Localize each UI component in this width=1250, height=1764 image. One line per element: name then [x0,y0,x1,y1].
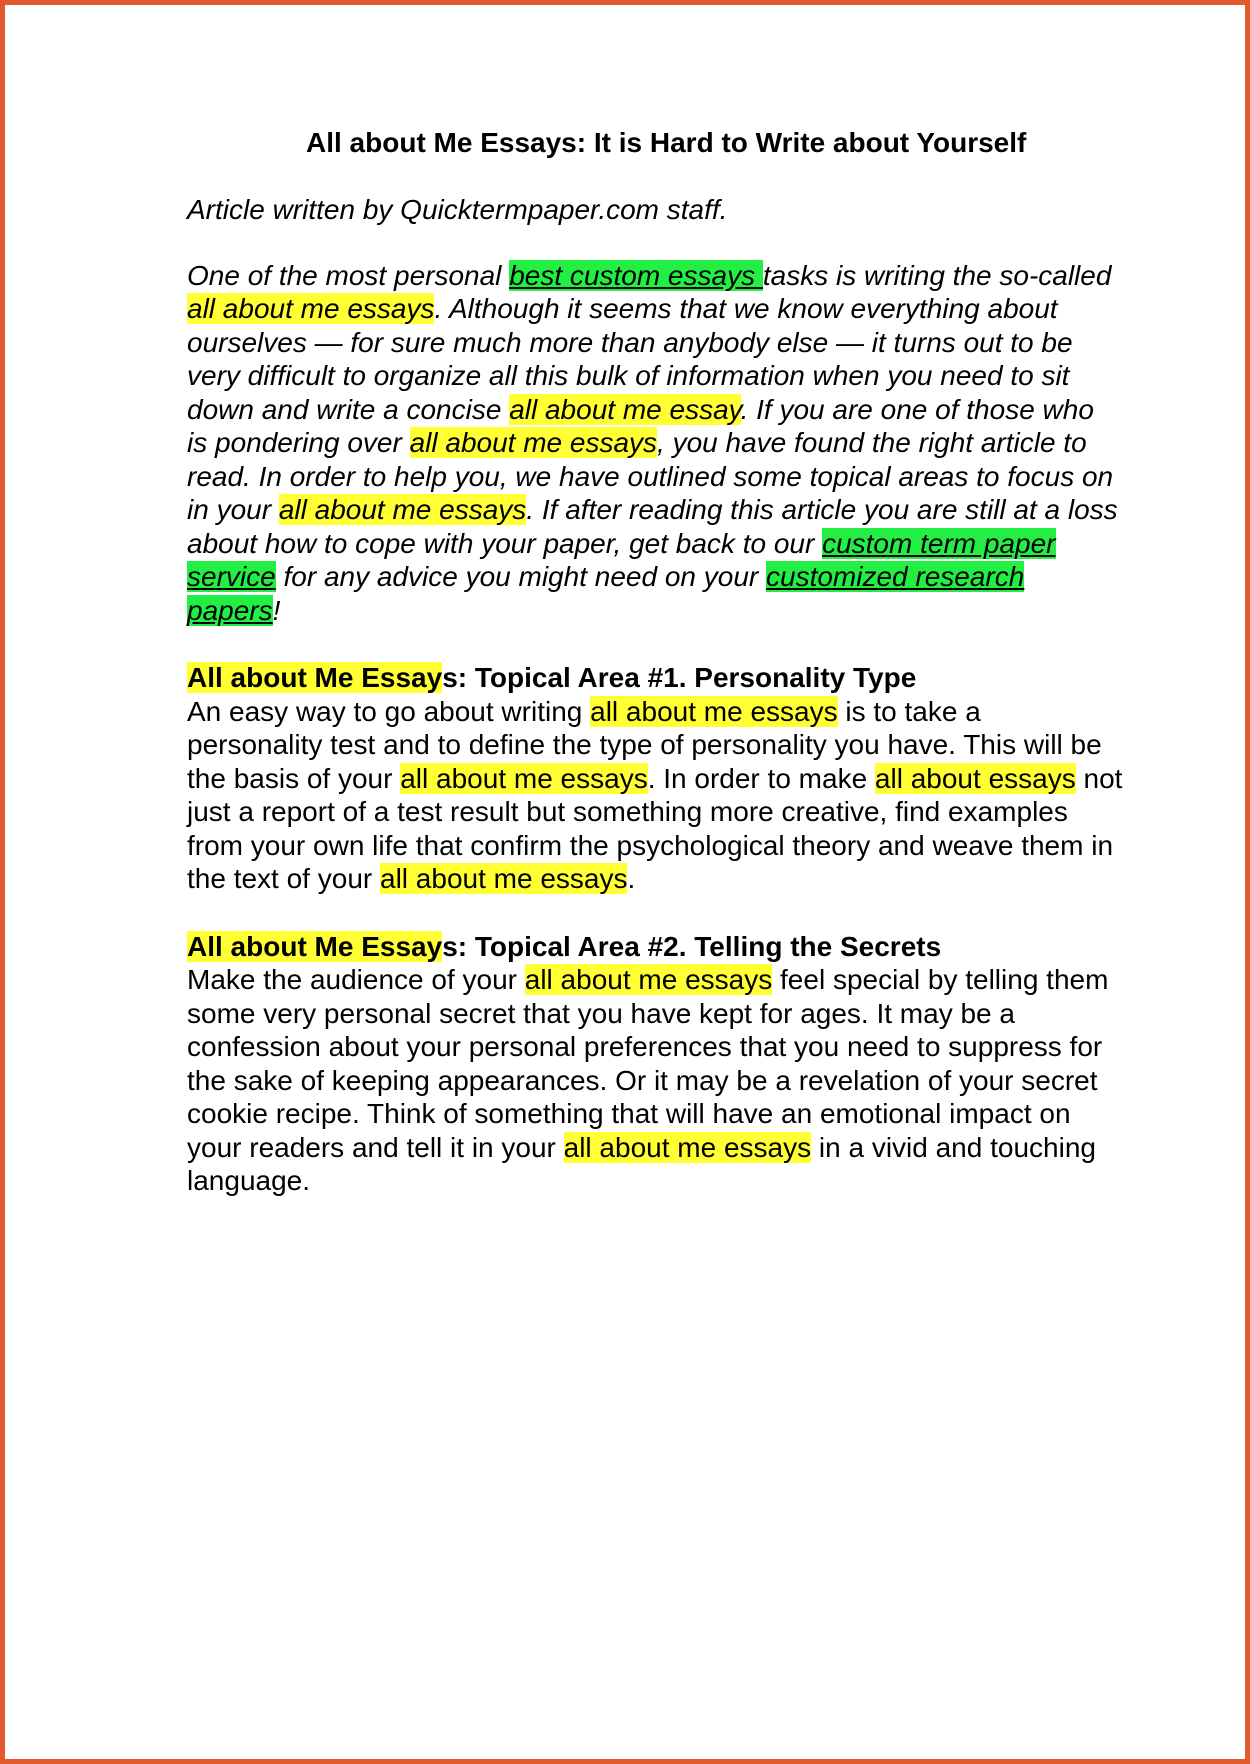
body-line [187,762,1167,796]
text-run: . [627,863,636,894]
text-run: cookie recipe. Think of something that will have an emotional impact on [187,1098,1071,1129]
text-run: confession about your personal preferences that you need to suppress for [187,1031,1103,1062]
body-line [187,997,1167,1031]
inline-link[interactable]: best custom essays [509,259,763,291]
topic-section-2 [187,930,1167,1198]
text-run: Make the audience of your [187,964,525,995]
highlighted-phrase: all about me essays [380,863,628,894]
body-line [187,862,1167,896]
text-run: the text of your [187,863,380,894]
inline-link[interactable]: custom term paper [822,527,1056,559]
inline-link[interactable]: papers [187,594,273,626]
body-line [187,829,1167,863]
inline-link[interactable]: service [187,561,276,592]
text-run: An easy way to go about writing [187,695,591,727]
highlighted-phrase: all about me essay [509,393,741,425]
body-line [187,963,1167,997]
body-line [187,1064,1167,1098]
highlighted-phrase: all about me essays [409,427,658,458]
intro-line [187,493,1167,527]
text-run: just a report of a test result but something more creative, find examples [187,796,1068,827]
intro-line [187,460,1167,494]
intro-line [187,527,1167,561]
text-run: . If you are one of those who [740,393,1094,425]
text-run: the sake of keeping appearances. Or it may be a revelation of your secret [187,1064,1098,1096]
intro-line [187,292,1167,326]
text-run: from your own life that confirm the psychological theory and weave them in [187,829,1114,861]
highlighted-phrase: all about essays [874,762,1076,794]
highlighted-phrase: all about me essays [187,293,435,324]
text-run: . If after reading this article you are still at a loss [526,494,1118,525]
highlighted-phrase: all about me essays [524,964,773,995]
highlighted-phrase: all about me essays [400,762,648,794]
intro-line [187,426,1167,460]
text-run: s: Topical Area #2. Telling the Secrets [442,930,942,962]
body-line [187,728,1167,762]
byline: Article written by Quicktermpaper.com staff. [187,194,728,225]
document-title: All about Me Essays: It is Hard to Write about Yourself [306,127,1027,158]
text-run: read. In order to help you, we have outlined some topical areas to focus on [187,460,1114,492]
text-run: in a vivid and touching [811,1131,1096,1163]
intro-paragraph [187,259,1167,628]
body-line [187,1097,1167,1131]
section-heading [187,661,1167,695]
highlighted-phrase: All about Me Essay [187,662,443,693]
text-run: in your [187,494,279,525]
intro-line [187,259,1167,293]
highlighted-phrase: all about me essays [278,494,527,525]
text-run: language. [187,1165,311,1196]
body-line [187,695,1167,729]
text-run: down and write a concise [187,393,510,425]
text-run: about how to cope with your paper, get back to our [187,527,823,559]
text-run: some very personal secret that you have kept for ages. It may be a [187,997,1015,1029]
intro-line [187,326,1167,360]
text-run: s: Topical Area #1. Personality Type [442,662,917,693]
text-run: the basis of your [187,762,401,794]
sections-container [187,661,1167,1198]
text-run: not [1075,762,1123,794]
body-line [187,795,1167,829]
text-run: . Although it seems that we know everything about [434,293,1058,324]
text-run: very difficult to organize all this bulk of information when you need to sit [187,360,1070,391]
text-run: One of the most personal [187,259,510,291]
intro-line [187,560,1167,594]
intro-line [187,393,1167,427]
text-run: , you have found the right article to [657,427,1087,458]
body-line [187,1164,1167,1198]
intro-line [187,594,1167,628]
section-heading [187,930,1167,964]
inline-link[interactable]: customized research [766,561,1025,592]
text-run: ourselves — for sure much more than anybody else — it turns out to be [187,326,1073,358]
text-run: ! [272,594,281,626]
text-run: . In order to make [647,762,875,794]
text-run: is pondering over [187,427,410,458]
document-body [187,125,1167,1232]
text-run: personality test and to define the type of personality you have. This will be [187,729,1102,760]
highlighted-phrase: all about me essays [590,695,838,727]
topic-section-1 [187,661,1167,896]
text-run: tasks is writing the so-called [762,259,1112,291]
highlighted-phrase: all about me essays [563,1131,812,1163]
body-line [187,1030,1167,1064]
text-run: your readers and tell it in your [187,1131,564,1163]
intro-line [187,359,1167,393]
text-run: for any advice you might need on your [275,561,766,592]
body-line [187,1131,1167,1165]
text-run: feel special by telling them [772,964,1109,995]
highlighted-phrase: All about Me Essay [187,930,443,962]
text-run: is to take a [837,695,981,727]
